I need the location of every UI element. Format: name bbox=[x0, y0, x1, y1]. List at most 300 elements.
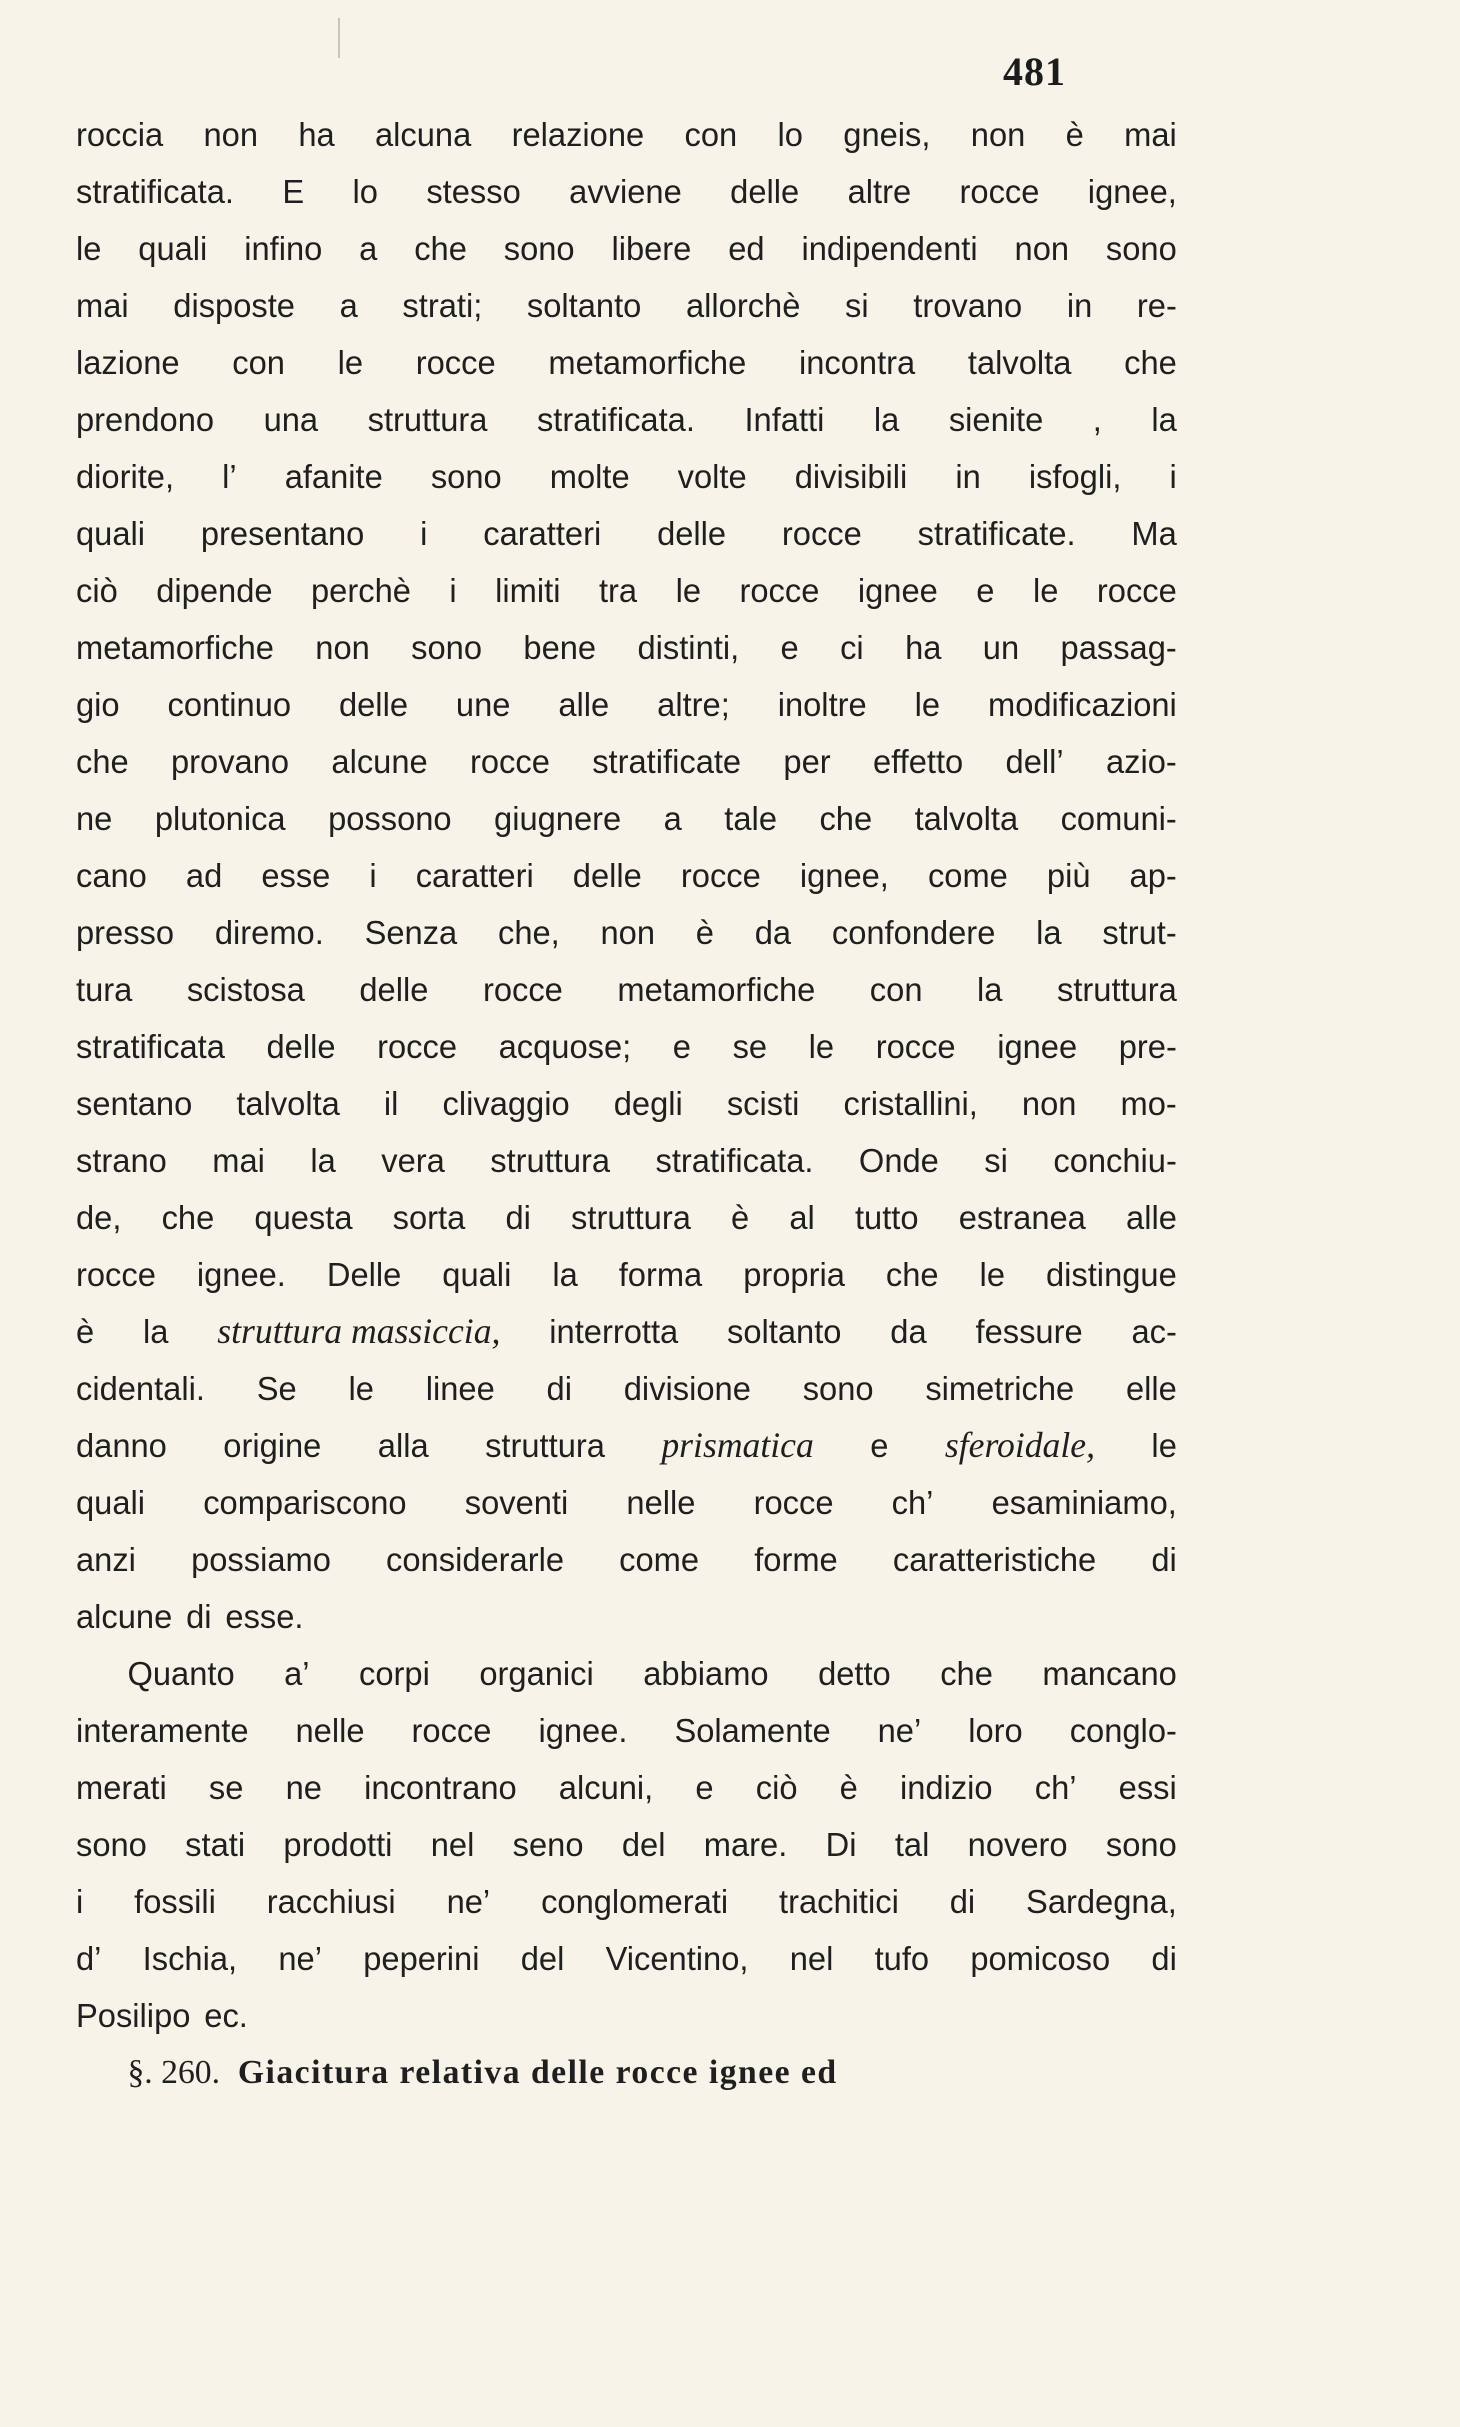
word: non bbox=[600, 914, 656, 951]
word: ne bbox=[285, 1769, 322, 1806]
text-line bbox=[76, 1189, 1177, 1246]
text-line bbox=[76, 1645, 1177, 1702]
word: alcuni, bbox=[558, 1769, 654, 1806]
word: soltanto bbox=[727, 1313, 842, 1350]
word: ha bbox=[298, 116, 335, 153]
word: che bbox=[414, 230, 467, 267]
word: delle bbox=[572, 857, 642, 894]
word: fossili bbox=[134, 1883, 216, 1920]
word: libere bbox=[611, 230, 692, 267]
word: tufo bbox=[874, 1940, 930, 1977]
word: distingue bbox=[1045, 1256, 1177, 1293]
word: re- bbox=[1136, 287, 1177, 324]
word: linee bbox=[425, 1370, 495, 1407]
word: Se bbox=[256, 1370, 297, 1407]
word: elle bbox=[1125, 1370, 1177, 1407]
word: propria bbox=[743, 1256, 845, 1293]
word: di bbox=[546, 1370, 572, 1407]
word: è bbox=[1065, 116, 1084, 153]
word: a bbox=[359, 230, 378, 267]
word: tutto bbox=[854, 1199, 919, 1236]
text-line bbox=[76, 1531, 1177, 1588]
word: ignee bbox=[997, 1028, 1078, 1065]
word: lazione bbox=[76, 344, 180, 381]
word: ap- bbox=[1129, 857, 1177, 894]
word: non bbox=[970, 116, 1026, 153]
word: nel bbox=[789, 1940, 834, 1977]
word: le bbox=[914, 686, 941, 723]
word: ad bbox=[185, 857, 223, 894]
word: corpi bbox=[359, 1655, 430, 1692]
word: la bbox=[1036, 914, 1062, 951]
word: è bbox=[731, 1199, 750, 1236]
word: le bbox=[979, 1256, 1005, 1293]
word: di bbox=[949, 1883, 976, 1920]
word: Solamente bbox=[674, 1712, 831, 1749]
word: Vicentino, bbox=[605, 1940, 749, 1977]
word: metamorfiche bbox=[76, 629, 274, 666]
word: al bbox=[789, 1199, 815, 1236]
word: che, bbox=[497, 914, 560, 951]
word: ch’ bbox=[1034, 1769, 1077, 1806]
word: organici bbox=[479, 1655, 594, 1692]
word: Quanto bbox=[127, 1655, 235, 1692]
word: altre bbox=[847, 173, 912, 210]
word: tra bbox=[598, 572, 638, 609]
word: ciò bbox=[76, 572, 118, 609]
word: provano bbox=[171, 743, 290, 780]
word: se bbox=[732, 1028, 768, 1065]
word: possono bbox=[328, 800, 452, 837]
text-line bbox=[76, 1930, 1177, 1987]
word: talvolta bbox=[236, 1085, 340, 1122]
word: rocce bbox=[959, 173, 1040, 210]
word: effetto bbox=[872, 743, 964, 780]
word: acquose; bbox=[498, 1028, 632, 1065]
word: alle bbox=[1126, 1199, 1177, 1236]
word: , bbox=[1092, 401, 1102, 438]
word: ciò bbox=[755, 1769, 798, 1806]
word: tura bbox=[76, 971, 133, 1008]
word: continuo bbox=[167, 686, 292, 723]
word: gneis, bbox=[843, 116, 931, 153]
word: è bbox=[839, 1769, 858, 1806]
word: metamorfiche bbox=[548, 344, 747, 381]
word: le bbox=[675, 572, 702, 609]
text-line bbox=[76, 334, 1177, 391]
text-line bbox=[76, 847, 1177, 904]
word: sentano bbox=[76, 1085, 193, 1122]
word: le bbox=[337, 344, 364, 381]
word: comuni- bbox=[1060, 800, 1177, 837]
word: se bbox=[208, 1769, 244, 1806]
word: cristallini, bbox=[843, 1085, 978, 1122]
word: che bbox=[1124, 344, 1177, 381]
word: compariscono bbox=[203, 1484, 407, 1521]
word: e bbox=[672, 1028, 691, 1065]
word: distinti, bbox=[637, 629, 740, 666]
section-heading bbox=[76, 2044, 1177, 2101]
word: peperini bbox=[363, 1940, 480, 1977]
word: i bbox=[1169, 458, 1177, 495]
word: una bbox=[263, 401, 319, 438]
word: passag- bbox=[1060, 629, 1177, 666]
word: indizio bbox=[899, 1769, 993, 1806]
word: caratteri bbox=[483, 515, 602, 552]
word: talvolta bbox=[967, 344, 1072, 381]
word: sono bbox=[76, 1826, 147, 1863]
word: i bbox=[369, 857, 377, 894]
word: di bbox=[186, 1598, 212, 1635]
text-line bbox=[76, 1702, 1177, 1759]
word: da bbox=[890, 1313, 927, 1350]
word: isfogli, bbox=[1028, 458, 1122, 495]
word: incontra bbox=[798, 344, 916, 381]
text-line bbox=[76, 1873, 1177, 1930]
word: essi bbox=[1118, 1769, 1177, 1806]
word: prismatica bbox=[661, 1425, 814, 1465]
text-line bbox=[76, 619, 1177, 676]
word: sono bbox=[411, 629, 483, 666]
word: delle bbox=[359, 971, 429, 1008]
word: E bbox=[282, 173, 305, 210]
word: le bbox=[808, 1028, 835, 1065]
word: stati bbox=[185, 1826, 246, 1863]
word: danno bbox=[76, 1427, 167, 1464]
word: possiamo bbox=[191, 1541, 331, 1578]
word: strut- bbox=[1102, 914, 1177, 951]
word: vera bbox=[381, 1142, 445, 1179]
text-line bbox=[76, 505, 1177, 562]
word: rocce bbox=[76, 1256, 156, 1293]
word: sono bbox=[802, 1370, 874, 1407]
word: quali bbox=[138, 230, 208, 267]
word: la bbox=[310, 1142, 336, 1179]
word: interrotta bbox=[549, 1313, 679, 1350]
word: indipendenti bbox=[801, 230, 978, 267]
word: stratificata. bbox=[536, 401, 695, 438]
word: a bbox=[339, 287, 358, 324]
text-line bbox=[76, 1987, 1177, 2044]
word: Senza bbox=[364, 914, 458, 951]
word: novero bbox=[967, 1826, 1068, 1863]
word: a bbox=[663, 800, 682, 837]
word: pomicoso bbox=[970, 1940, 1111, 1977]
word: stratificata. bbox=[76, 173, 234, 210]
text-line bbox=[76, 1303, 1177, 1360]
word: le bbox=[1032, 572, 1059, 609]
word: strano bbox=[76, 1142, 167, 1179]
word: incontrano bbox=[364, 1769, 517, 1806]
section-title: Giacitura relativa delle rocce ignee ed bbox=[237, 2054, 838, 2091]
word: rocce bbox=[753, 1484, 834, 1521]
text-line bbox=[76, 1132, 1177, 1189]
word: Di bbox=[825, 1826, 857, 1863]
word: esse. bbox=[225, 1598, 304, 1635]
word: scistosa bbox=[186, 971, 305, 1008]
text-line bbox=[76, 1816, 1177, 1873]
word: diremo. bbox=[214, 914, 324, 951]
word: come bbox=[619, 1541, 700, 1578]
word: esaminiamo, bbox=[991, 1484, 1177, 1521]
word: quali bbox=[76, 515, 146, 552]
word: d’ bbox=[76, 1940, 102, 1977]
word: con bbox=[684, 116, 738, 153]
word: ha bbox=[905, 629, 942, 666]
word: mancano bbox=[1042, 1655, 1177, 1692]
word: bene bbox=[523, 629, 597, 666]
word: Posilipo bbox=[76, 1997, 191, 2034]
word: fessure bbox=[975, 1313, 1083, 1350]
word: che bbox=[819, 800, 873, 837]
word: rocce bbox=[781, 515, 862, 552]
text-line bbox=[76, 961, 1177, 1018]
word: le bbox=[1151, 1427, 1177, 1464]
word: le bbox=[348, 1370, 374, 1407]
word: ignee bbox=[857, 572, 938, 609]
text-line bbox=[76, 1246, 1177, 1303]
word: presentano bbox=[200, 515, 365, 552]
word: si bbox=[984, 1142, 1008, 1179]
word: mai bbox=[212, 1142, 265, 1179]
word: sferoidale, bbox=[944, 1425, 1096, 1465]
word: strati; bbox=[402, 287, 483, 324]
word: sono bbox=[1105, 230, 1177, 267]
word: del bbox=[621, 1826, 666, 1863]
word: l’ bbox=[222, 458, 237, 495]
word: ed bbox=[728, 230, 765, 267]
word: rocce bbox=[411, 1712, 492, 1749]
word: confondere bbox=[831, 914, 996, 951]
text-line bbox=[76, 1018, 1177, 1075]
text-line bbox=[76, 733, 1177, 790]
section-number: §. 260. bbox=[127, 2054, 221, 2091]
word: clivaggio bbox=[442, 1085, 570, 1122]
word: altre; bbox=[657, 686, 730, 723]
text-line bbox=[76, 1360, 1177, 1417]
text-line bbox=[76, 106, 1177, 163]
word: conglomerati bbox=[541, 1883, 729, 1920]
word: che bbox=[161, 1199, 215, 1236]
word: stratificate. bbox=[917, 515, 1076, 552]
word: rocce bbox=[377, 1028, 458, 1065]
word: lo bbox=[777, 116, 803, 153]
word: struttura bbox=[485, 1427, 605, 1464]
word: dipende bbox=[156, 572, 273, 609]
text-line bbox=[76, 391, 1177, 448]
body-text bbox=[76, 106, 1177, 2101]
word: Onde bbox=[858, 1142, 939, 1179]
word: Delle bbox=[326, 1256, 402, 1293]
word: ignee, bbox=[799, 857, 889, 894]
word: loro bbox=[968, 1712, 1023, 1749]
word: sono bbox=[1105, 1826, 1177, 1863]
word: nelle bbox=[626, 1484, 696, 1521]
word: lo bbox=[352, 173, 378, 210]
word: che bbox=[940, 1655, 993, 1692]
word: ch’ bbox=[891, 1484, 934, 1521]
word: mai bbox=[1124, 116, 1177, 153]
scan-mark bbox=[338, 18, 340, 58]
word: presso bbox=[76, 914, 175, 951]
word: ignee. bbox=[538, 1712, 628, 1749]
word: avviene bbox=[569, 173, 682, 210]
word: alle bbox=[558, 686, 610, 723]
word: del bbox=[520, 1940, 565, 1977]
word: sono bbox=[503, 230, 575, 267]
word: divisione bbox=[623, 1370, 751, 1407]
word: struttura massiccia, bbox=[217, 1311, 501, 1351]
word: i bbox=[420, 515, 428, 552]
word: trovano bbox=[913, 287, 1023, 324]
word: infino bbox=[244, 230, 323, 267]
word: con bbox=[869, 971, 923, 1008]
word: caratteri bbox=[415, 857, 534, 894]
word: sono bbox=[430, 458, 502, 495]
word: la bbox=[143, 1313, 169, 1350]
word: delle bbox=[657, 515, 727, 552]
word: gio bbox=[76, 686, 120, 723]
word: con bbox=[232, 344, 285, 381]
word: caratteristiche bbox=[892, 1541, 1097, 1578]
word: stratificata bbox=[76, 1028, 225, 1065]
text-line bbox=[76, 1417, 1177, 1474]
word: anzi bbox=[76, 1541, 136, 1578]
word: une bbox=[455, 686, 511, 723]
word: molte bbox=[549, 458, 630, 495]
word: detto bbox=[818, 1655, 891, 1692]
word: divisibili bbox=[794, 458, 908, 495]
word: soltanto bbox=[526, 287, 642, 324]
word: tal bbox=[894, 1826, 930, 1863]
word: questa bbox=[254, 1199, 353, 1236]
word: le bbox=[76, 230, 102, 267]
word: considerarle bbox=[386, 1541, 565, 1578]
word: mo- bbox=[1120, 1085, 1177, 1122]
word: metamorfiche bbox=[617, 971, 816, 1008]
word: diorite, bbox=[76, 458, 175, 495]
word: tale bbox=[724, 800, 777, 837]
word: di bbox=[1151, 1541, 1177, 1578]
word: in bbox=[955, 458, 981, 495]
word: quali bbox=[442, 1256, 512, 1293]
word: i bbox=[449, 572, 457, 609]
word: e bbox=[870, 1427, 889, 1464]
text-line bbox=[76, 1588, 1177, 1645]
word: simetriche bbox=[925, 1370, 1075, 1407]
word: il bbox=[383, 1085, 399, 1122]
word: delle bbox=[338, 686, 409, 723]
word: azio- bbox=[1105, 743, 1177, 780]
word: plutonica bbox=[154, 800, 286, 837]
word: sienite bbox=[948, 401, 1044, 438]
word: estranea bbox=[958, 1199, 1086, 1236]
word: prendono bbox=[76, 401, 215, 438]
word: perchè bbox=[311, 572, 411, 609]
word: delle bbox=[730, 173, 800, 210]
word: struttura bbox=[571, 1199, 691, 1236]
word: alcune bbox=[76, 1598, 173, 1635]
text-line bbox=[76, 448, 1177, 505]
word: cidentali. bbox=[76, 1370, 205, 1407]
text-line bbox=[76, 163, 1177, 220]
word: racchiusi bbox=[266, 1883, 396, 1920]
word: trachitici bbox=[779, 1883, 899, 1920]
word: ne bbox=[76, 800, 113, 837]
word: talvolta bbox=[914, 800, 1019, 837]
word: cano bbox=[76, 857, 147, 894]
word: non bbox=[315, 629, 370, 666]
word: dell’ bbox=[1005, 743, 1064, 780]
text-line bbox=[76, 1075, 1177, 1132]
word: nelle bbox=[295, 1712, 365, 1749]
word: forma bbox=[618, 1256, 703, 1293]
word: e bbox=[780, 629, 799, 666]
word: ignee. bbox=[196, 1256, 286, 1293]
word: ne’ bbox=[446, 1883, 491, 1920]
word: stesso bbox=[426, 173, 521, 210]
word: alcune bbox=[331, 743, 428, 780]
text-line bbox=[76, 277, 1177, 334]
word: roccia bbox=[76, 116, 164, 153]
word: rocce bbox=[415, 344, 496, 381]
word: che bbox=[885, 1256, 939, 1293]
word: la bbox=[977, 971, 1003, 1008]
word: scisti bbox=[726, 1085, 800, 1122]
word: ignee, bbox=[1087, 173, 1177, 210]
word: un bbox=[982, 629, 1020, 666]
word: volte bbox=[677, 458, 747, 495]
word: esse bbox=[261, 857, 331, 894]
text-line bbox=[76, 220, 1177, 277]
word: alla bbox=[377, 1427, 429, 1464]
word: conglo- bbox=[1069, 1712, 1177, 1749]
word: stratificata. bbox=[655, 1142, 814, 1179]
word: inoltre bbox=[777, 686, 867, 723]
word: non bbox=[1021, 1085, 1077, 1122]
word: nel bbox=[430, 1826, 475, 1863]
word: i bbox=[76, 1883, 84, 1920]
word: per bbox=[783, 743, 831, 780]
word: degli bbox=[613, 1085, 683, 1122]
word: quali bbox=[76, 1484, 146, 1521]
word: limiti bbox=[495, 572, 561, 609]
word: disposte bbox=[173, 287, 295, 324]
word: ne’ bbox=[877, 1712, 922, 1749]
word: Infatti bbox=[744, 401, 825, 438]
word: da bbox=[754, 914, 792, 951]
word: si bbox=[845, 287, 869, 324]
word: ci bbox=[840, 629, 864, 666]
word: in bbox=[1066, 287, 1093, 324]
word: origine bbox=[223, 1427, 322, 1464]
word: struttura bbox=[367, 401, 488, 438]
word: rocce bbox=[470, 743, 550, 780]
word: giugnere bbox=[494, 800, 622, 837]
text-line bbox=[76, 1474, 1177, 1531]
text-line bbox=[76, 676, 1177, 733]
text-line bbox=[76, 904, 1177, 961]
word: mai bbox=[76, 287, 129, 324]
word: conchiu- bbox=[1053, 1142, 1177, 1179]
word: sorta bbox=[392, 1199, 466, 1236]
word: la bbox=[1151, 401, 1177, 438]
word: a’ bbox=[284, 1655, 310, 1692]
word: di bbox=[505, 1199, 531, 1236]
word: prodotti bbox=[283, 1826, 393, 1863]
word: rocce bbox=[875, 1028, 956, 1065]
word: di bbox=[1151, 1940, 1177, 1977]
